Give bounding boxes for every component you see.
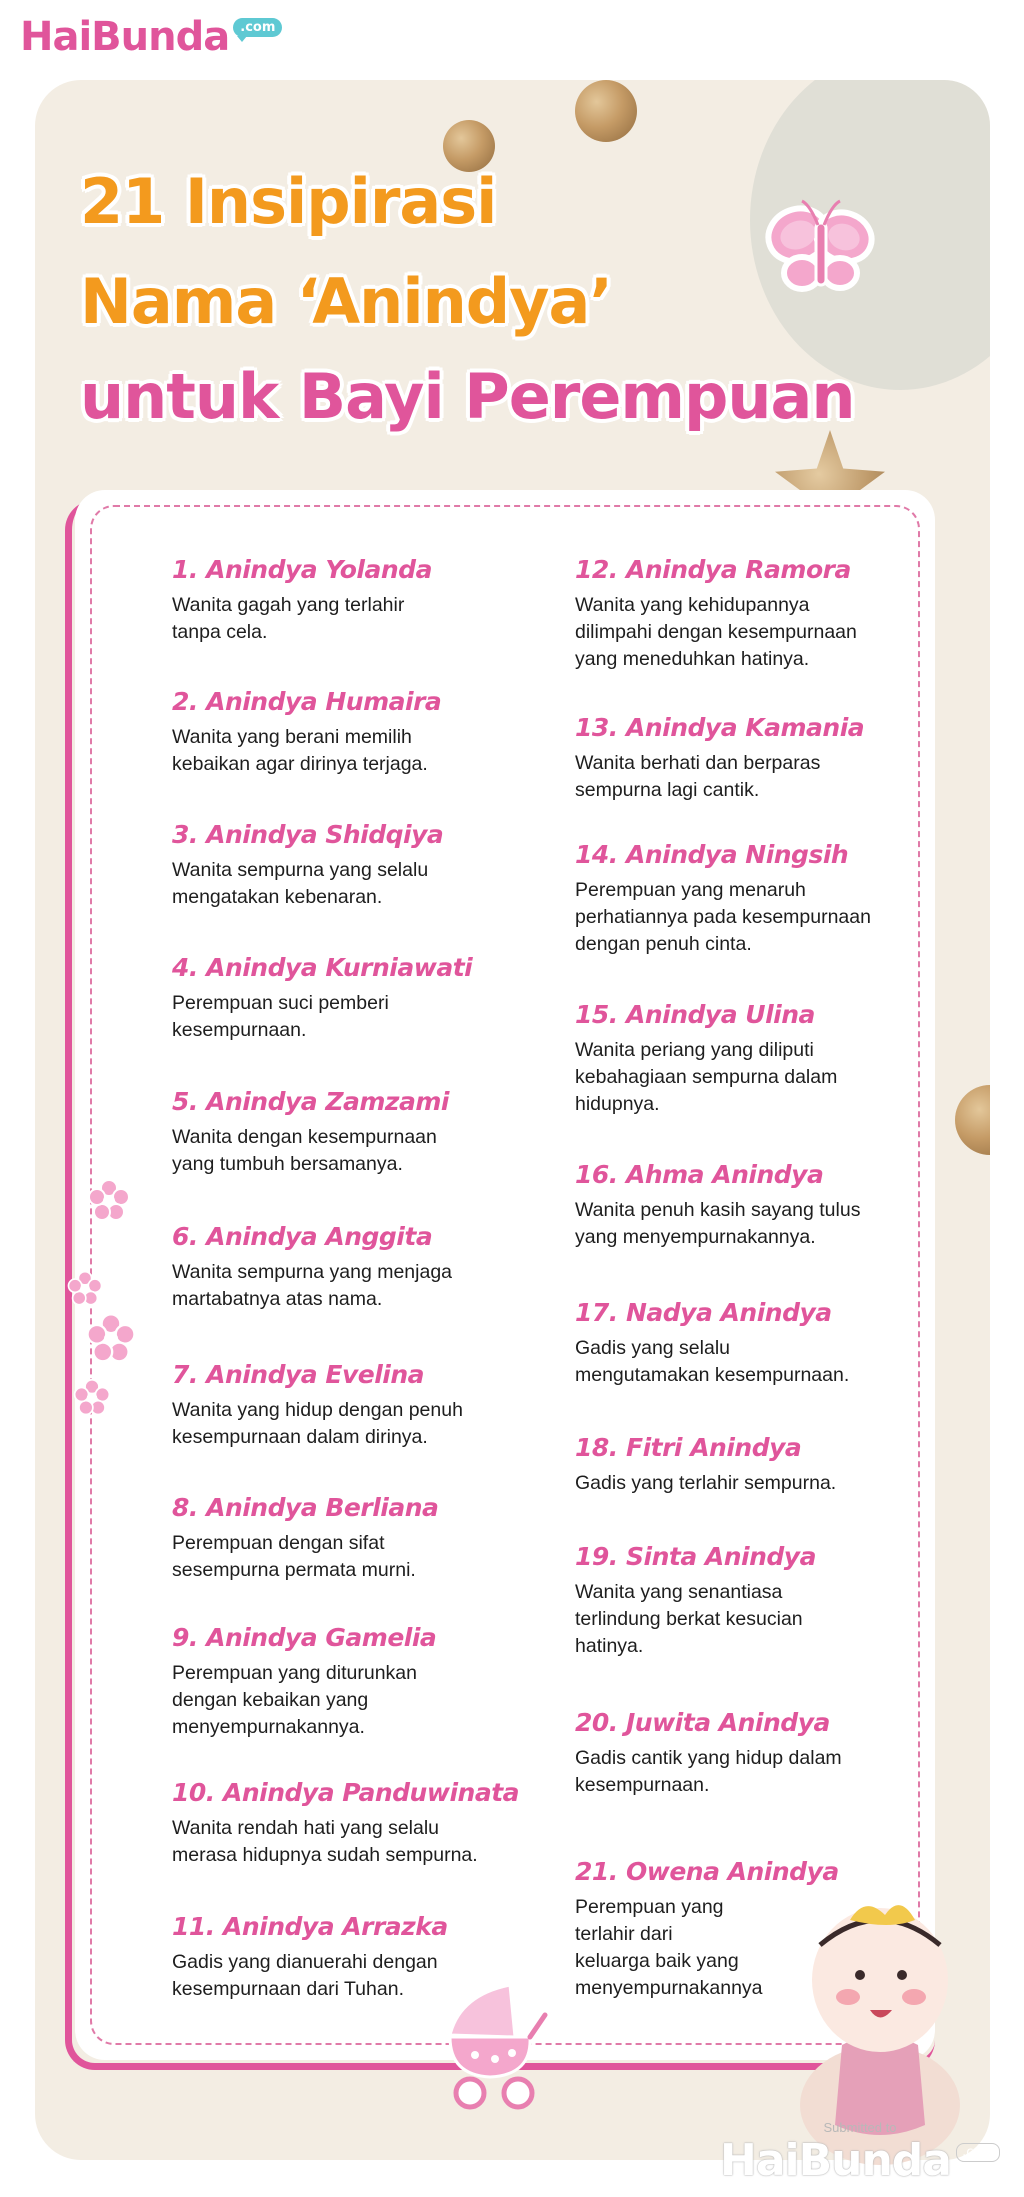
list-item [172,1778,552,1869]
glitter-dot-icon [955,1085,990,1155]
baby-name: 18. Fitri Anindya [575,1433,802,1462]
baby-name: 8. Anindya Berliana [172,1493,439,1522]
watermark [720,2120,1000,2186]
baby-name: 11. Anindya Arrazka [172,1912,448,1941]
name-meaning: Gadis yang dianuerahi dengan kesempurnaan dari Tuhan. [172,1951,438,2000]
list-item [172,1623,552,1741]
list-item [575,840,915,958]
baby-name: 3. Anindya Shidqiya [172,820,444,849]
name-meaning: Perempuan dengan sifat sesempurna permata murni. [172,1532,416,1581]
list-item [172,820,552,911]
baby-name: 14. Anindya Ningsih [575,840,849,869]
list-item [172,1087,552,1178]
list-item [172,687,552,778]
list-item [575,1000,915,1118]
name-meaning: Perempuan yang diturunkan dengan kebaikan yang menyempurnakannya. [172,1662,417,1738]
logo-badge: .com [233,18,282,37]
butterfly-icon [760,195,880,305]
logo-text: HaiBunda [20,14,230,60]
watermark-logo: HaiBunda [720,2135,951,2186]
name-meaning: Wanita sempurna yang menjaga martabatnya atas nama. [172,1261,453,1310]
name-meaning: Wanita gagah yang terlahir tanpa cela. [172,594,405,643]
baby-name: 4. Anindya Kurniawati [172,953,473,982]
baby-name: 1. Anindya Yolanda [172,555,432,584]
flower-icon [72,1378,112,1418]
name-meaning: Wanita periang yang diliputi kebahagiaan sempurna dalam hidupnya. [575,1039,838,1115]
name-meaning: Perempuan yang menaruh perhatiannya pada kesempurnaan dengan penuh cinta. [575,879,871,955]
flower-icon [66,1270,104,1308]
list-item [575,1160,915,1251]
name-meaning: Wanita yang hidup dengan penuh kesempurnaan dalam dirinya. [172,1399,463,1448]
baby-name: 7. Anindya Evelina [172,1360,425,1389]
baby-stroller-icon [420,1975,560,2115]
baby-name: 19. Sinta Anindya [575,1542,816,1571]
name-meaning: Wanita yang kehidupannya dilimpahi dengan kesempurnaan yang meneduhkan hatinya. [575,594,857,670]
flower-icon [86,1178,132,1224]
name-meaning: Gadis yang selalu mengutamakan kesempurnaan. [575,1337,850,1386]
name-meaning: Gadis yang terlahir sempurna. [575,1472,837,1494]
name-meaning: Wanita yang berani memilih kebaikan agar dirinya terjaga. [172,726,428,775]
baby-name: 21. Owena Anindya [575,1857,839,1886]
name-meaning: Gadis cantik yang hidup dalam kesempurnaan. [575,1747,842,1796]
name-meaning: Wanita berhati dan berparas sempurna lagi cantik. [575,752,821,801]
baby-name: 20. Juwita Anindya [575,1708,830,1737]
watermark-badge: .com [956,2143,1000,2162]
name-meaning: Wanita sempurna yang selalu mengatakan kebenaran. [172,859,429,908]
list-item [575,1708,915,1799]
list-item [575,1298,915,1389]
watermark-submitted: Submitted to [823,2120,897,2135]
glitter-dot-icon [575,80,637,142]
name-meaning: Wanita rendah hati yang selalu merasa hidupnya sudah sempurna. [172,1817,478,1866]
baby-name: 17. Nadya Anindya [575,1298,832,1327]
name-meaning: Wanita dengan kesempurnaan yang tumbuh bersamanya. [172,1126,437,1175]
flower-icon [84,1312,138,1366]
list-item [172,555,552,646]
baby-name: 2. Anindya Humaira [172,687,442,716]
haibunda-logo[interactable] [20,14,282,60]
list-item [172,1360,552,1451]
list-item [575,1542,915,1660]
title-line-3: untuk Bayi Perempuan [80,360,855,433]
baby-name: 6. Anindya Anggita [172,1222,433,1251]
baby-name: 5. Anindya Zamzami [172,1087,449,1116]
list-item [172,1222,552,1313]
baby-name: 13. Anindya Kamania [575,713,865,742]
name-meaning: Perempuan suci pemberi kesempurnaan. [172,992,389,1041]
list-item [575,713,915,804]
baby-name: 15. Anindya Ulina [575,1000,815,1029]
list-item [172,1493,552,1584]
list-item [575,555,915,673]
list-item [172,953,552,1044]
name-meaning: Wanita yang senantiasa terlindung berkat kesucian hatinya. [575,1581,803,1657]
baby-name: 9. Anindya Gamelia [172,1623,437,1652]
baby-name: 12. Anindya Ramora [575,555,851,584]
baby-name: 16. Ahma Anindya [575,1160,824,1189]
title-line-1: 21 Insipirasi [80,165,497,238]
title-line-2: Nama ‘Anindya’ [80,265,612,338]
baby-name: 10. Anindya Panduwinata [172,1778,520,1807]
list-item [575,1433,915,1497]
name-meaning: Wanita penuh kasih sayang tulus yang menyempurnakannya. [575,1199,861,1248]
name-meaning: Perempuan yang terlahir dari keluarga baik yang menyempurnakannya [575,1896,763,1999]
